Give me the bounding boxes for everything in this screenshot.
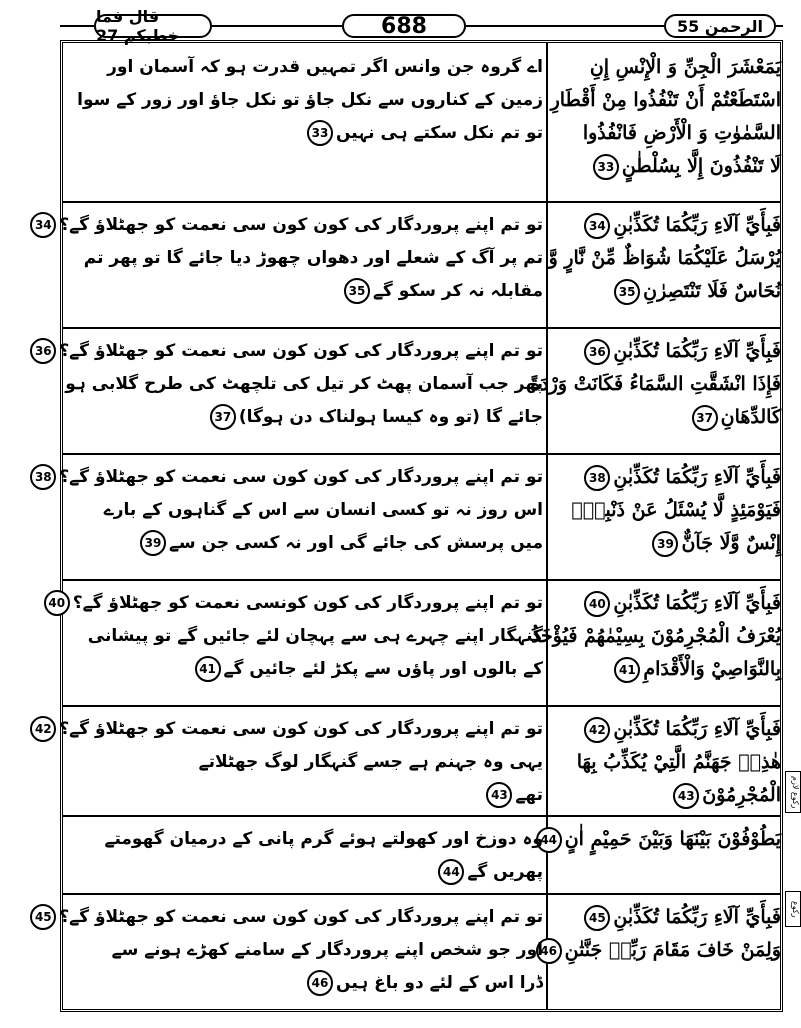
urdu-line: پھر جب آسمان پھٹ کر تیل کی تلچھٹ کی طرح گلابی ہو <box>65 374 543 394</box>
verse-number-marker: 39 <box>140 530 166 556</box>
arabic-verses-34-35 <box>549 209 781 308</box>
verse-number-marker: 40 <box>44 590 70 616</box>
verse-number-marker: 39 <box>652 531 678 557</box>
verse-number-marker: 34 <box>30 212 56 238</box>
verse-number-marker: 34 <box>584 213 610 239</box>
arabic-line: هٰذِهٖ جَهَنَّمُ الَّتِيْ يُكَذِّبُ بِهَا <box>576 751 781 773</box>
urdu-line: وہ دوزخ اور کھولتے ہوئے گرم پانی کے درمیان گھومتے <box>104 829 543 849</box>
verse-number-marker: 44 <box>536 827 562 853</box>
surah-label: الرحمن 55 <box>664 14 776 38</box>
verse-number-marker: 35 <box>614 279 640 305</box>
verse-number-marker: 43 <box>673 783 699 809</box>
urdu-translation-38-39 <box>34 461 543 560</box>
verse-number-marker: 38 <box>30 464 56 490</box>
urdu-line: تو تم اپنے پروردگار کی کون کون سی نعمت کو جھٹلاؤ گے؟ <box>59 719 543 739</box>
arabic-verse-33 <box>549 51 781 183</box>
urdu-line: تم پر آگ کے شعلے اور دھواں چھوڑ دیا جائے گا تو پھر تم <box>83 248 543 268</box>
urdu-line: اس روز نہ تو کسی انسان سے اس کے گناہوں کے بارے <box>103 500 543 520</box>
verse-number-marker: 46 <box>307 970 333 996</box>
section-separator <box>63 815 780 817</box>
verse-number-marker: 40 <box>584 591 610 617</box>
verse-number-marker: 35 <box>344 278 370 304</box>
arabic-line: فَبِأَيِّ آلَاءِ رَبِّكُمَا تُكَذِّبٰنِ <box>613 214 781 236</box>
arabic-line: فَبِأَيِّ آلَاءِ رَبِّكُمَا تُكَذِّبٰنِ <box>613 340 781 362</box>
page-header <box>0 0 801 45</box>
arabic-line: يُعْرَفُ الْمُجْرِمُوْنَ بِسِيْمٰهُمْ فَيُؤْخَذُ <box>531 625 781 647</box>
urdu-translation-42-43 <box>34 713 543 812</box>
section-separator <box>63 201 780 203</box>
urdu-line: زمین کے کناروں سے نکل جاؤ تو نکل جاؤ اور زور کے سوا <box>77 90 543 110</box>
juz-label: قال فما خطبکم 27 <box>94 14 212 38</box>
verse-number-marker: 46 <box>536 938 562 964</box>
arabic-verse-44 <box>540 823 781 856</box>
arabic-verses-40-41 <box>531 587 781 686</box>
urdu-line: اور جو شخص اپنے پروردگار کے سامنے کھڑے ہونے سے <box>111 940 543 960</box>
arabic-line: فَإِذَا انْشَقَّتِ السَّمَاءُ فَكَانَتْ وَرْدَةً <box>530 373 781 395</box>
arabic-line: الْمُجْرِمُوْنَ <box>702 784 781 806</box>
urdu-translation-40-41 <box>48 587 543 686</box>
header-rule-mid-right <box>466 25 664 27</box>
ruku-side-mark: رکوع لازم <box>785 771 801 813</box>
page-number: 688 <box>342 14 466 38</box>
header-rule-right <box>776 25 783 27</box>
arabic-line: فَبِأَيِّ آلَاءِ رَبِّكُمَا تُكَذِّبٰنِ <box>613 906 781 928</box>
urdu-line: گنہگار اپنے چہرے ہی سے پہچان لئے جائیں گے تو پیشانی <box>87 626 543 646</box>
verse-number-marker: 41 <box>614 657 640 683</box>
arabic-line: فَبِأَيِّ آلَاءِ رَبِّكُمَا تُكَذِّبٰنِ <box>613 466 781 488</box>
section-separator <box>63 893 780 895</box>
verse-number-marker: 45 <box>584 905 610 931</box>
urdu-line: تھے <box>515 785 543 805</box>
urdu-translation-34-35 <box>34 209 543 308</box>
urdu-line: یہی وہ جہنم ہے جسے گنہگار لوگ جھٹلاتے <box>198 752 543 772</box>
arabic-line: فَبِأَيِّ آلَاءِ رَبِّكُمَا تُكَذِّبٰنِ <box>613 592 781 614</box>
urdu-line: تو تم اپنے پروردگار کی کون کون سی نعمت کو جھٹلاؤ گے؟ <box>59 215 543 235</box>
urdu-line: میں پرسش کی جائے گی اور نہ کسی جن سے <box>168 533 543 553</box>
arabic-verses-38-39 <box>549 461 781 560</box>
urdu-line: تو تم اپنے پروردگار کی کون کونسی نعمت کو جھٹلاؤ گے؟ <box>72 593 543 613</box>
urdu-translation-44 <box>69 823 543 889</box>
section-separator <box>63 327 780 329</box>
verse-number-marker: 33 <box>307 120 333 146</box>
urdu-line: پھریں گے <box>467 862 543 882</box>
urdu-translation-36-37 <box>34 335 543 434</box>
arabic-line: السَّمٰوٰتِ وَ الْأَرْضِ فَانْفُذُوا <box>582 122 781 144</box>
arabic-line: نُحَاسٌ فَلَا تَنْتَصِرٰنِ <box>643 280 781 302</box>
urdu-line: تو تم نکل سکتے ہی نہیں <box>335 123 543 143</box>
arabic-line: يُرْسَلُ عَلَيْكُمَا شُوَاظٌ مِّنْ نَّارٍ وَّ <box>548 247 781 269</box>
urdu-line: تو تم اپنے پروردگار کی کون کون سی نعمت کو جھٹلاؤ گے؟ <box>59 467 543 487</box>
section-separator <box>63 579 780 581</box>
section-separator <box>63 453 780 455</box>
urdu-line: ڈرا اس کے لئے دو باغ ہیں <box>336 973 543 993</box>
verse-number-marker: 36 <box>584 339 610 365</box>
verse-number-marker: 41 <box>195 656 221 682</box>
verse-number-marker: 42 <box>30 716 56 742</box>
urdu-translation-45-46 <box>34 901 543 1000</box>
arabic-line: كَالدِّهَانِ <box>720 406 781 428</box>
urdu-line: مقابلہ نہ کر سکو گے <box>372 281 543 301</box>
header-rule-left <box>60 25 94 27</box>
verse-number-marker: 45 <box>30 904 56 930</box>
urdu-line: تو تم اپنے پروردگار کی کون کون سی نعمت کو جھٹلاؤ گے؟ <box>59 341 543 361</box>
urdu-translation-33 <box>69 51 543 150</box>
arabic-line: يَطُوْفُوْنَ بَيْنَهَا وَبَيْنَ حَمِيْمٍ اٰنٍ <box>564 828 781 850</box>
urdu-line: اے گروہ جن وانس اگر تمہیں قدرت ہو کہ آسمان اور <box>107 57 543 77</box>
arabic-line: يَمَعْشَرَ الْجِنِّ وَ الْإِنْسِ إِنِ <box>589 56 781 78</box>
arabic-line: إِنْسٌ وَّلَا جَآنٌّ <box>681 532 781 554</box>
urdu-line: کے بالوں اور پاؤں سے پکڑ لئے جائیں گے <box>223 659 543 679</box>
verse-number-marker: 37 <box>210 404 236 430</box>
urdu-line: تو تم اپنے پروردگار کی کون کون سی نعمت کو جھٹلاؤ گے؟ <box>59 907 543 927</box>
column-divider <box>546 43 548 1009</box>
arabic-verses-45-46 <box>540 901 781 967</box>
verse-number-marker: 38 <box>584 465 610 491</box>
arabic-line: فَبِأَيِّ آلَاءِ رَبِّكُمَا تُكَذِّبٰنِ <box>613 718 781 740</box>
verse-number-marker: 36 <box>30 338 56 364</box>
verse-number-marker: 37 <box>692 405 718 431</box>
arabic-verses-42-43 <box>549 713 781 812</box>
arabic-line: فَيَوْمَئِذٍ لَّا يُسْئَلُ عَنْ ذَنْبِهٖٓ <box>571 499 781 521</box>
urdu-line: جائے گا (تو وہ کیسا ہولناک دن ہوگا) <box>238 407 543 427</box>
page-frame <box>34 40 800 1012</box>
header-rule-mid-left <box>212 25 342 27</box>
arabic-line: وَلِمَنْ خَافَ مَقَامَ رَبِّهٖ جَنَّتٰنِ <box>564 939 781 961</box>
ruku-side-mark: رکوع <box>785 891 801 927</box>
arabic-verses-36-37 <box>530 335 781 434</box>
verse-number-marker: 43 <box>486 782 512 808</box>
arabic-line: لَا تَنْفُذُونَ إِلَّا بِسُلْطٰنٍ <box>621 155 781 177</box>
arabic-line: بِالنَّوَاصِيْ وَالْأَقْدَامِ <box>643 658 781 680</box>
verse-number-marker: 44 <box>438 859 464 885</box>
arabic-line: اسْتَطَعْتُمْ أَنْ تَنْفُذُوا مِنْ أَقْطَارِ <box>550 89 781 111</box>
verse-number-marker: 42 <box>584 717 610 743</box>
verse-number-marker: 33 <box>593 154 619 180</box>
section-separator <box>63 705 780 707</box>
